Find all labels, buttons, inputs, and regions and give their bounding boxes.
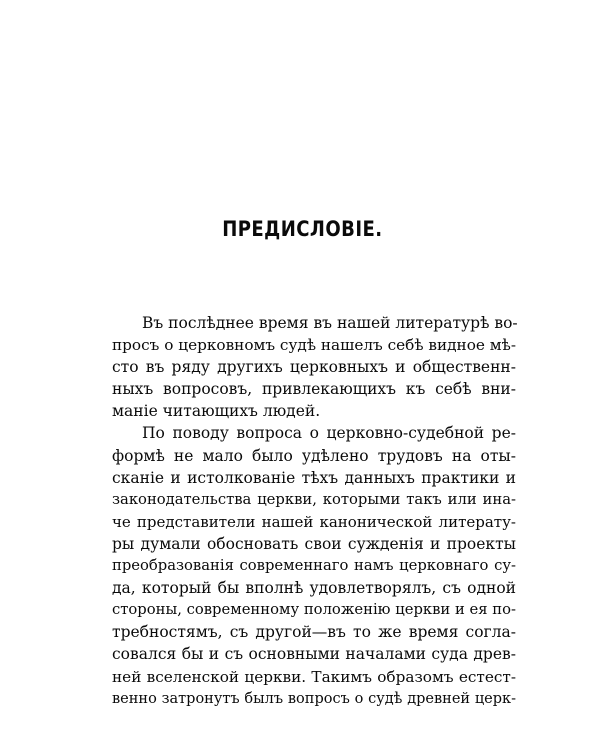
text-line: ныхъ вопросовъ, привлекающихъ къ себѣ вни- bbox=[112, 380, 516, 399]
text-line: преобразованія современнаго намъ церковнаго су- bbox=[112, 557, 516, 575]
text-line: ры думали обосновать свои сужденія и проекты bbox=[112, 534, 516, 553]
text-line: че представители нашей канонической литерату- bbox=[112, 512, 516, 531]
text-line: венно затронутъ былъ вопросъ о судѣ древней церк- bbox=[112, 690, 516, 707]
text-line: сканіе и истолкованіе тѣхъ данныхъ практики и bbox=[112, 468, 516, 487]
text-line: стороны, современному положенію церкви и ея по- bbox=[112, 601, 516, 619]
text-line: маніе читающихъ людей. bbox=[112, 402, 321, 421]
page-heading: ПРЕДИСЛОВІЕ. bbox=[222, 217, 383, 241]
text-line: законодательства церкви, которыми такъ или ина- bbox=[112, 490, 516, 508]
text-line: сто въ ряду другихъ церковныхъ и общественн- bbox=[112, 358, 516, 377]
text-line: По поводу вопроса о церковно-судебной ре- bbox=[142, 424, 516, 443]
text-line: формѣ не мало было удѣлено трудовъ на оты- bbox=[112, 446, 516, 465]
body-text bbox=[112, 312, 516, 710]
text-line: совался бы и съ основными началами суда древ- bbox=[112, 645, 516, 664]
text-line: да, который бы вполнѣ удовлетворялъ, съ одной bbox=[112, 579, 516, 598]
text-line: ней вселенской церкви. Такимъ образомъ естест- bbox=[112, 667, 516, 686]
text-line: Въ послѣднее время въ нашей литературѣ во- bbox=[142, 314, 518, 332]
text-line: требностямъ, съ другой—въ то же время согла- bbox=[112, 623, 516, 642]
text-line: просъ о церковномъ судѣ нашелъ себѣ видное мѣ- bbox=[112, 336, 516, 355]
